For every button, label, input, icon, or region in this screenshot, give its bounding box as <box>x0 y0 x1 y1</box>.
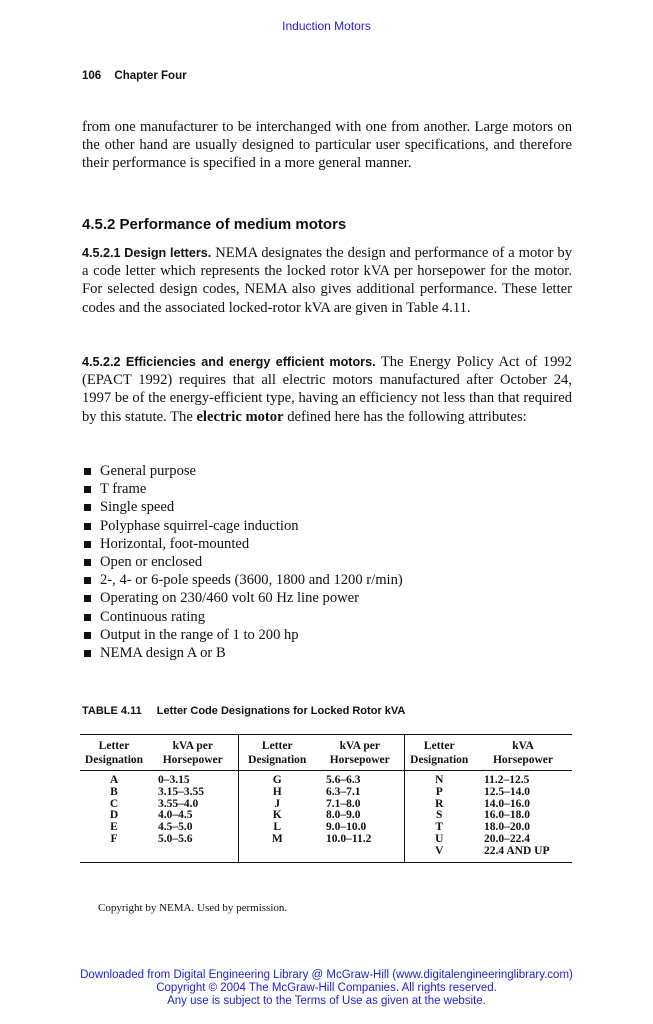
table-cell-letter: D <box>109 809 119 822</box>
table-row <box>80 771 572 787</box>
list-item <box>82 608 403 626</box>
table-cell-letter: J <box>274 797 281 810</box>
square-bullet-icon <box>84 595 91 602</box>
col-header-letter-2: Letter Designation <box>238 735 316 771</box>
design-letters-text: NEMA designates the design and performance of a motor by a code letter which represents the locked rotor kVA per horsepower for the motor. For selected design codes, NEMA also gives additional performance. These letter codes and the associated locked-rotor kVA are given in Table 4.11. <box>82 245 572 316</box>
table-cell-letter: R <box>435 797 444 810</box>
footer-line-3[interactable]: Any use is subject to the Terms of Use as given at the website. <box>167 995 486 1007</box>
table-cell-kva: 3.55–4.0 <box>148 799 238 811</box>
table-title: Letter Code Designations for Locked Rotor kVA <box>156 705 406 717</box>
table-cell-letter: P <box>435 785 443 798</box>
table-cell-letter: A <box>109 774 119 786</box>
table-cell-letter: T <box>435 821 444 834</box>
section-heading-4-5-2: 4.5.2 Performance of medium motors <box>82 216 347 233</box>
table-cell-kva: 6.3–7.1 <box>316 787 404 799</box>
square-bullet-icon <box>84 632 91 639</box>
list-item <box>82 553 403 571</box>
table-row <box>80 834 572 846</box>
square-bullet-icon <box>84 650 91 657</box>
col-header-kva-2: kVA per Horsepower <box>316 735 404 771</box>
table-cell-letter: S <box>436 809 443 822</box>
list-item-text: Open or enclosed <box>100 554 203 571</box>
table-cell-kva <box>148 846 238 862</box>
square-bullet-icon <box>84 468 91 475</box>
table-cell-kva: 22.4 AND UP <box>484 844 550 857</box>
table-cell-letter: B <box>110 785 118 798</box>
list-item-text: NEMA design A or B <box>100 645 226 662</box>
list-item-text: Horizontal, foot-mounted <box>100 535 250 552</box>
table-header-row <box>80 735 572 771</box>
square-bullet-icon <box>84 577 91 584</box>
table-row <box>80 787 572 799</box>
subsection-heading-4-5-2-1: 4.5.2.1 Design letters. <box>82 246 212 260</box>
table-cell-kva: 8.0–9.0 <box>316 810 404 822</box>
table-number: TABLE 4.11 <box>82 705 142 717</box>
list-item-text: Continuous rating <box>100 608 205 625</box>
square-bullet-icon <box>84 559 91 566</box>
table-cell-letter: H <box>272 785 282 798</box>
col-header-letter-3: Letter Designation <box>404 735 474 771</box>
table-cell-kva: 20.0–22.4 <box>484 832 530 845</box>
list-item <box>82 498 403 516</box>
list-item <box>82 571 403 589</box>
square-bullet-icon <box>84 614 91 621</box>
table-cell-letter: F <box>110 832 118 845</box>
electric-motor-term: electric motor <box>196 408 284 425</box>
running-head: Induction Motors <box>282 19 371 33</box>
list-item <box>82 626 403 644</box>
table-cell-letter: L <box>273 821 282 834</box>
download-footer <box>0 969 653 1008</box>
table-cell-kva: 0–3.15 <box>148 771 238 787</box>
list-item-text: Single speed <box>100 499 175 516</box>
col-header-kva-3: kVA Horsepower <box>474 735 572 771</box>
subsection-heading-4-5-2-2: 4.5.2.2 Efficiencies and energy efficient motors. <box>82 355 376 369</box>
list-item-text: T frame <box>100 481 147 498</box>
list-item-text: Polyphase squirrel-cage induction <box>100 517 299 534</box>
table-cell-letter: E <box>110 821 118 834</box>
table-cell-kva: 9.0–10.0 <box>316 822 404 834</box>
list-item <box>82 517 403 535</box>
table-cell-letter <box>238 846 316 862</box>
table-cell-kva: 5.0–5.6 <box>148 834 238 846</box>
footer-line-2: Copyright © 2004 The McGraw-Hill Companies. All rights reserved. <box>156 982 497 994</box>
list-item <box>82 480 403 498</box>
table-cell-letter: G <box>272 774 282 786</box>
table-cell-kva: 3.15–3.55 <box>148 787 238 799</box>
efficiencies-text-after: defined here has the following attributes: <box>283 408 527 425</box>
list-item-text: Operating on 230/460 volt 60 Hz line power <box>100 590 359 607</box>
square-bullet-icon <box>84 504 91 511</box>
list-item <box>82 644 403 662</box>
table-cell-kva: 5.6–6.3 <box>316 771 404 787</box>
paragraph-efficiencies <box>82 353 572 426</box>
col-header-letter-1: Letter Designation <box>80 735 148 771</box>
table-cell-letter: U <box>435 832 444 845</box>
list-item-text: Output in the range of 1 to 200 hp <box>100 626 299 643</box>
paragraph-design-letters <box>82 244 572 317</box>
list-item-text: General purpose <box>100 463 197 479</box>
table-cell-letter: M <box>271 832 283 845</box>
footer-line-1[interactable]: Downloaded from Digital Engineering Library @ McGraw-Hill (www.digitalengineeringlibrary.com) <box>80 969 573 981</box>
table-cell-letter: N <box>435 774 444 786</box>
list-item <box>82 535 403 553</box>
table-copyright-note: Copyright by NEMA. Used by permission. <box>98 902 288 914</box>
list-item <box>82 589 403 607</box>
paragraph-intro: from one manufacturer to be interchanged with one from another. Large motors on the other hand are usually designed to particular user specifications, and therefore their performance is specified in a more general manner. <box>82 119 572 172</box>
col-header-kva-1: kVA per Horsepower <box>148 735 238 771</box>
efficiencies-text-before: The Energy Policy Act of 1992 (EPACT 1992) requires that all electric motors manufactured after October 24, 1997 be of the energy-efficient type, having an efficiency not less than that required by this statute. The <box>82 354 572 425</box>
list-item <box>82 462 403 480</box>
table-cell-kva: 18.0–20.0 <box>484 821 530 834</box>
table-cell-letter: C <box>109 797 119 810</box>
letter-code-table <box>80 734 572 863</box>
table-cell-kva: 12.5–14.0 <box>484 785 530 798</box>
square-bullet-icon <box>84 541 91 548</box>
table-row <box>80 846 572 862</box>
square-bullet-icon <box>84 523 91 530</box>
table-cell-kva: 4.0–4.5 <box>148 810 238 822</box>
table-cell-letter: K <box>272 809 282 822</box>
table-cell-kva: 14.0–16.0 <box>484 797 530 810</box>
table-cell-kva <box>316 846 404 862</box>
table-caption <box>82 705 405 717</box>
page-number: 106 <box>82 70 102 82</box>
table-cell-kva: 4.5–5.0 <box>148 822 238 834</box>
chapter-title: Chapter Four <box>114 70 187 82</box>
page-header <box>82 70 187 82</box>
table-cell-kva: 7.1–8.0 <box>316 799 404 811</box>
table-cell-letter: V <box>435 844 444 857</box>
table-cell-kva: 11.2–12.5 <box>484 774 530 786</box>
attribute-list <box>82 462 403 662</box>
list-item-text: 2-, 4- or 6-pole speeds (3600, 1800 and 1200 r/min) <box>100 572 403 589</box>
table-body <box>80 771 572 862</box>
square-bullet-icon <box>84 486 91 493</box>
table-cell-letter <box>80 846 148 862</box>
table-cell-kva: 10.0–11.2 <box>316 834 404 846</box>
table-cell-kva: 16.0–18.0 <box>484 809 530 822</box>
